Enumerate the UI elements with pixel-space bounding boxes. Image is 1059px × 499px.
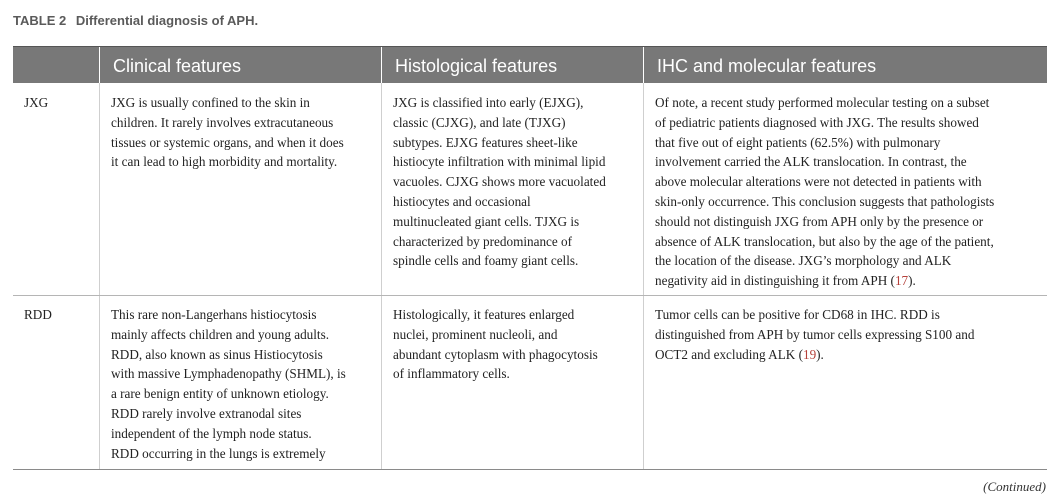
text-line: the location of the disease. JXG’s morphology and ALK	[655, 253, 952, 269]
text-fragment: OCT2 and excluding ALK (	[655, 346, 803, 362]
text-line: absence of ALK translocation, but also by the age of the patient,	[655, 233, 994, 249]
text-fragment: ).	[908, 273, 916, 289]
text-line: Histologically, it features enlarged	[393, 307, 575, 322]
text-line: nuclei, prominent nucleoli, and	[393, 326, 558, 342]
row-name: JXG	[24, 95, 49, 110]
text-line: with massive Lymphadenopathy (SHML), is	[111, 366, 346, 382]
reference-link[interactable]: 19	[802, 346, 817, 362]
text-line: abundant cytoplasm with phagocytosis	[393, 346, 598, 362]
diagnosis-table	[13, 46, 1047, 470]
clinical-cell	[111, 305, 379, 463]
text-fragment: negativity aid in distinguishing it from APH (	[655, 273, 895, 289]
text-line: multinucleated giant cells. TJXG is	[393, 213, 580, 229]
text-line	[655, 345, 1045, 365]
text-line: RDD, also known as sinus Histiocytosis	[111, 346, 323, 362]
column-divider	[99, 83, 100, 470]
histological-cell	[393, 305, 641, 384]
column-divider	[381, 83, 382, 470]
table-title: Differential diagnosis of APH.	[75, 13, 259, 28]
clinical-cell	[111, 93, 379, 172]
text-line	[655, 271, 1045, 291]
text-line: This rare non-Langerhans histiocytosis	[111, 307, 317, 322]
text-line: children. It rarely involves extracutaneous	[111, 114, 334, 130]
table-caption	[13, 13, 258, 28]
header-cell-clinical: Clinical features	[99, 47, 381, 84]
text-line: above molecular alterations were not detected in patients with	[655, 174, 982, 190]
text-line: Tumor cells can be positive for CD68 in IHC. RDD is	[655, 307, 940, 322]
text-line: RDD rarely involve extranodal sites	[111, 405, 302, 421]
header-cell-ihc: IHC and molecular features	[643, 47, 1047, 84]
histological-cell	[393, 93, 641, 271]
text-line: of pediatric patients diagnosed with JXG. The results showed	[655, 114, 979, 130]
text-line: tissues or systemic organs, and when it does	[111, 134, 344, 150]
text-line: RDD occurring in the lungs is extremely	[111, 445, 326, 461]
text-line: spindle cells and foamy giant cells.	[393, 253, 579, 269]
text-line: distinguished from APH by tumor cells expressing S100 and	[655, 326, 975, 342]
text-line: characterized by predominance of	[393, 233, 573, 249]
text-line: independent of the lymph node status.	[111, 425, 312, 441]
text-line: should not distinguish JXG from APH only by the presence or	[655, 213, 984, 229]
row-name: RDD	[24, 307, 52, 322]
table-header-row	[13, 46, 1047, 83]
text-line: of inflammatory cells.	[393, 366, 510, 382]
table-bottom-border	[13, 469, 1047, 470]
text-line: involvement carried the ALK translocation. In contrast, the	[655, 154, 967, 170]
reference-link[interactable]: 17	[894, 273, 909, 289]
text-line: Of note, a recent study performed molecular testing on a subset	[655, 95, 990, 110]
text-line: classic (CJXG), and late (TJXG)	[393, 114, 566, 130]
ihc-cell	[655, 305, 1045, 364]
text-line: it can lead to high morbidity and mortality.	[111, 154, 338, 170]
text-line: JXG is classified into early (EJXG),	[393, 95, 584, 110]
text-line: that five out of eight patients (62.5%) with pulmonary	[655, 134, 941, 150]
row-divider	[13, 295, 1047, 296]
header-cell-name	[13, 47, 99, 84]
text-line: skin-only occurrence. This conclusion suggests that pathologists	[655, 193, 995, 209]
text-line: histiocytes and occasional	[393, 193, 531, 209]
text-line: mainly affects children and young adults.	[111, 326, 330, 342]
text-line: vacuoles. CJXG shows more vacuolated	[393, 174, 606, 190]
table-number: TABLE 2	[13, 13, 67, 28]
column-divider	[643, 83, 644, 470]
text-line: JXG is usually confined to the skin in	[111, 95, 310, 110]
text-line: histiocyte infiltration with minimal lipid	[393, 154, 606, 170]
text-fragment: ).	[816, 346, 824, 362]
ihc-cell	[655, 93, 1045, 291]
continued-note: (Continued)	[983, 479, 1046, 494]
header-cell-histological: Histological features	[381, 47, 643, 84]
text-line: subtypes. EJXG features sheet-like	[393, 134, 578, 150]
text-line: a rare benign entity of unknown etiology.	[111, 386, 329, 402]
